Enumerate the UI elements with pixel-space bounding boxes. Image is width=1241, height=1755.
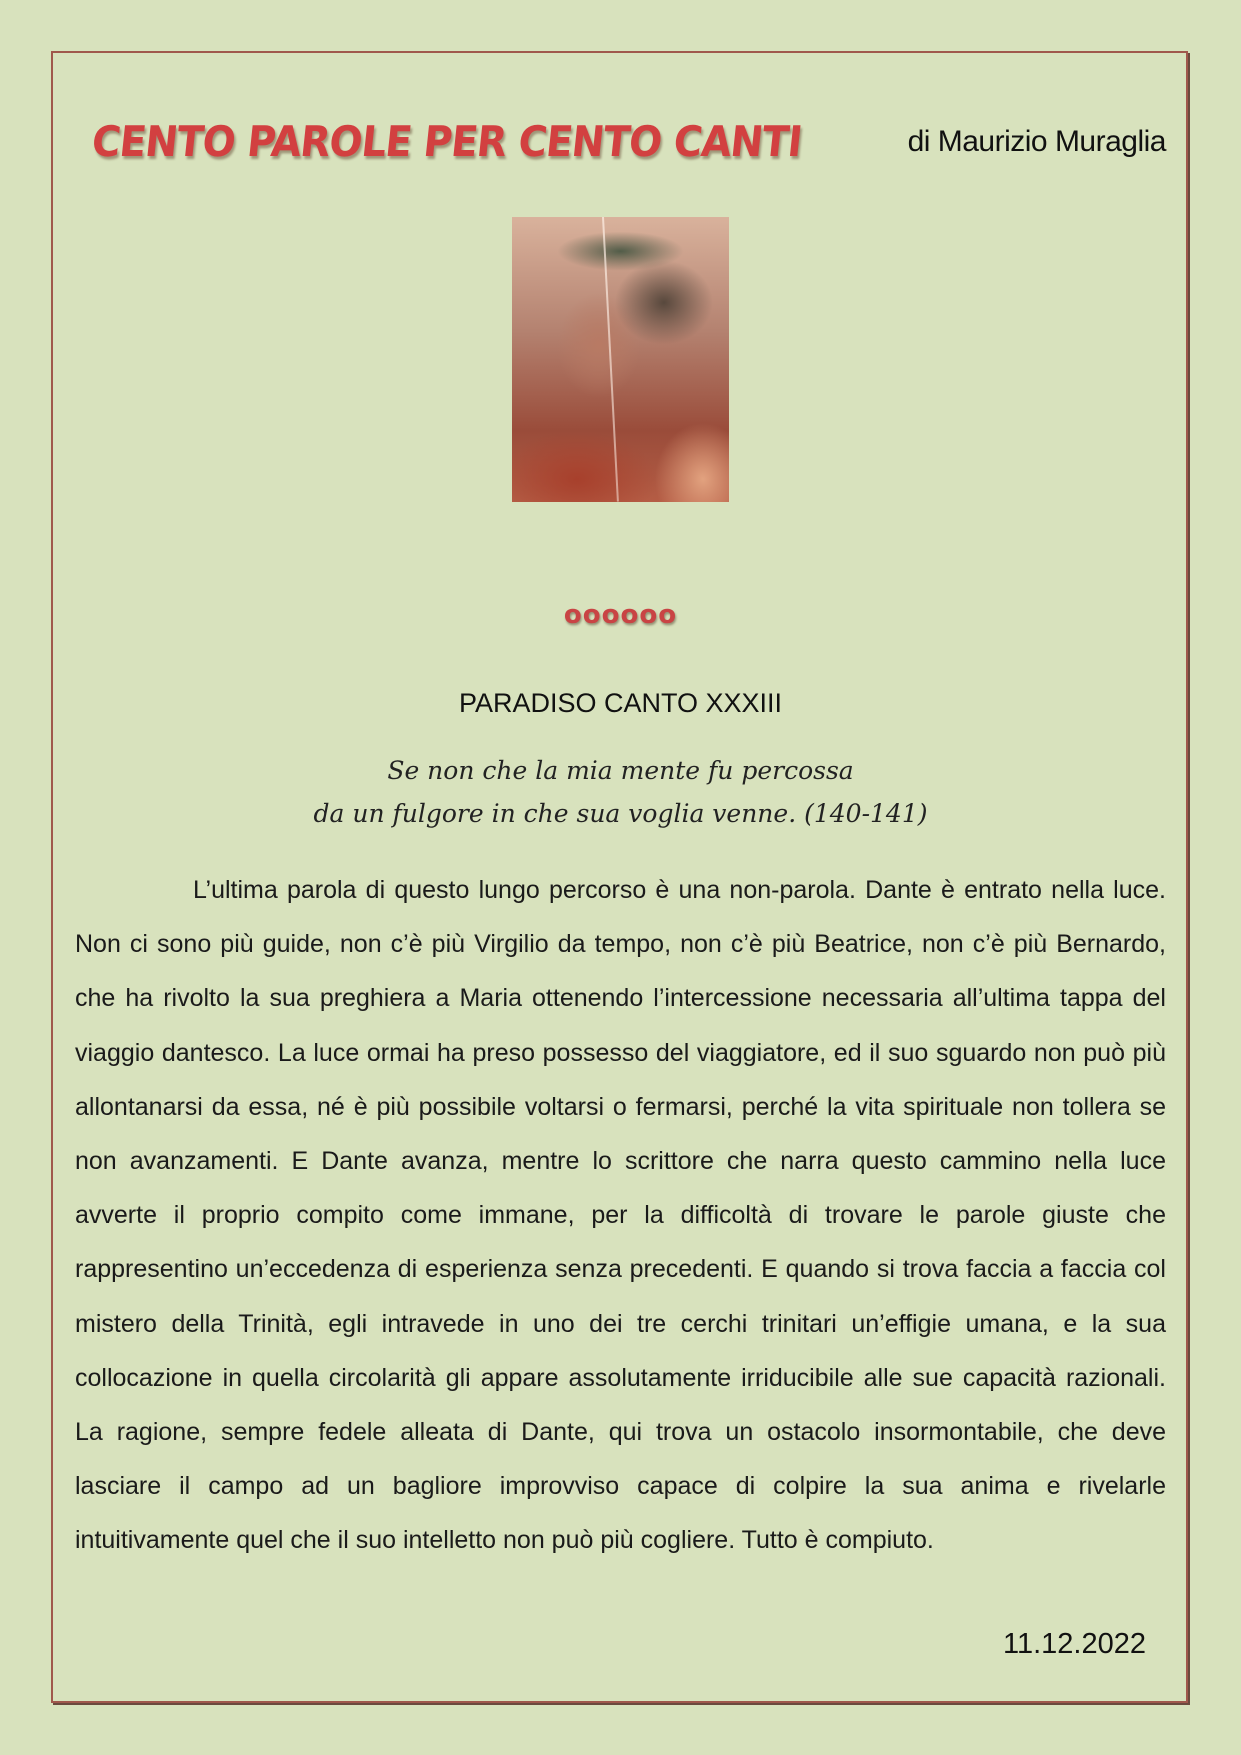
publication-date: 11.12.2022: [1003, 1628, 1146, 1660]
page-header: [89, 112, 1166, 172]
verse-quote: [0, 749, 1241, 835]
series-title: CENTO PAROLE PER CENTO CANTI: [89, 117, 804, 167]
canto-title: PARADISO CANTO XXXIII: [458, 688, 783, 718]
commentary-paragraph: L’ultima parola di questo lungo percorso è una non-parola. Dante è entrato nella luce. Non ci sono più guide, non c’è più Virgilio da tempo, non c’è più Beatrice, non c’è più Bernardo, che ha rivolto la sua preghiera a Maria ottenendo l’intercessione necessaria all’ultima tappa del viaggio dantesco. La luce ormai ha preso possesso del viaggiatore, ed il suo sguardo non può più allontanarsi da essa, né è più possibile voltarsi o fermarsi, perché la vita spirituale non tollera se non avanzamenti. E Dante avanza, mentre lo scrittore che narra questo cammino nella luce avverte il proprio compito come immane, per la difficoltà di trovare le parole giuste che rappresentino un’eccedenza di esperienza senza precedenti. E quando si trova faccia a faccia col mistero della Trinità, egli intravede in uno dei tre cerchi trinitari un’effigie umana, e la sua collocazione in quella circolarità gli appare assolutamente irriducibile alle sue capacità razionali. La ragione, sempre fedele alleata di Dante, qui trova un ostacolo insormontabile, che deve lasciare il campo ad un bagliore improvviso capace di colpire la sua anima e rivelarle intuitivamente quel che il suo intelletto non può più cogliere. Tutto è compiuto.: [75, 876, 1166, 1555]
quote-line-1: Se non che la mia mente fu percossa: [387, 756, 854, 785]
decorative-ornament: oooooo: [563, 600, 678, 630]
author-byline: di Maurizio Muraglia: [907, 125, 1166, 158]
fresco-crack: [602, 217, 619, 502]
dante-portrait-image: [512, 217, 729, 502]
quote-line-2: da un fulgore in che sua voglia venne. (140-141): [313, 799, 928, 828]
